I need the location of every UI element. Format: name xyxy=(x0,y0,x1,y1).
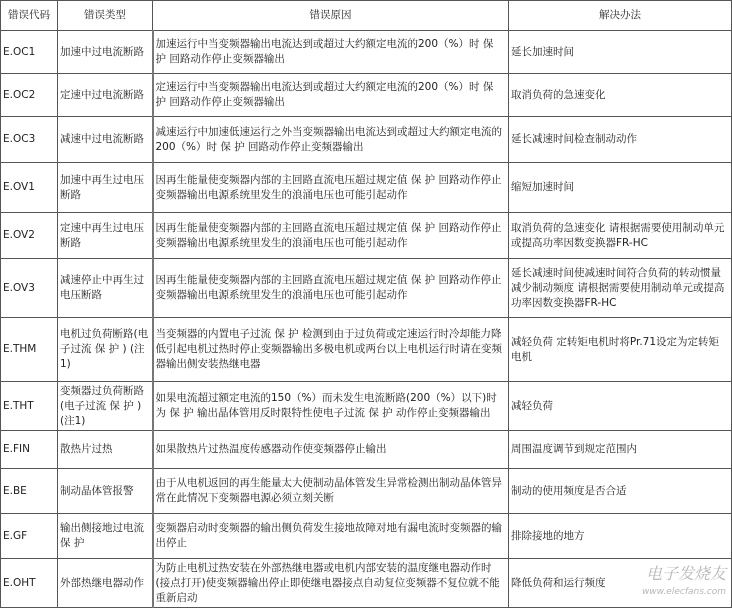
table-row xyxy=(1,74,732,117)
table-row xyxy=(1,259,732,318)
cell-error-type: 减速停止中再生过电压断路 xyxy=(58,259,153,318)
cell-error-cause: 减速运行中加速低速运行之外当变频器输出电流达到或超过大约额定电流的200（%）时 保 护 回路动作停止变频器输出 xyxy=(153,117,509,163)
cell-error-cause: 因再生能量使变频器内部的主回路直流电压超过规定值 保 护 回路动作停止变频器输出电源系统里发生的浪涌电压也可能引起动作 xyxy=(153,163,509,213)
header-error-code: 错误代码 xyxy=(1,1,58,31)
cell-error-type: 电机过负荷断路(电子过流 保 护 ) (注1) xyxy=(58,318,153,382)
cell-solution: 缩短加速时间 xyxy=(509,163,732,213)
cell-solution: 减轻负荷 xyxy=(509,382,732,431)
cell-error-cause: 为防止电机过热安装在外部热继电器或电机内部安装的温度继电器动作时(接点打开)使变频器输出停止即使继电器接点自动复位变频器不复位就不能重新启动 xyxy=(153,559,509,608)
cell-error-cause: 如果电流超过额定电流的150（%）而未发生电流断路(200（%）以下)时为 保 护 输出晶体管用反时限特性使电子过流 保 护 动作停止变频器输出 xyxy=(153,382,509,431)
cell-error-type: 外部热继电器动作 xyxy=(58,559,153,608)
cell-error-code: E.OC1 xyxy=(1,31,58,74)
header-row xyxy=(1,1,732,31)
table-row xyxy=(1,469,732,514)
cell-error-type: 变频器过负荷断路(电子过流 保 护 ) (注1) xyxy=(58,382,153,431)
cell-error-cause: 因再生能量使变频器内部的主回路直流电压超过规定值 保 护 回路动作停止变频器输出电源系统里发生的浪涌电压也可能引起动作 xyxy=(153,259,509,318)
watermark-brand: 电子发烧友 xyxy=(645,564,726,583)
cell-error-type: 加速中再生过电压断路 xyxy=(58,163,153,213)
cell-error-type: 减速中过电流断路 xyxy=(58,117,153,163)
cell-error-code: E.FIN xyxy=(1,431,58,469)
cell-solution: 取消负荷的急速变化 请根据需要使用制动单元或提高功率因数变换器FR-HC xyxy=(509,213,732,259)
cell-error-code: E.OC3 xyxy=(1,117,58,163)
cell-error-code: E.OHT xyxy=(1,559,58,608)
cell-error-code: E.OV2 xyxy=(1,213,58,259)
cell-solution: 取消负荷的急速变化 xyxy=(509,74,732,117)
cell-error-type: 散热片过热 xyxy=(58,431,153,469)
cell-error-code: E.BE xyxy=(1,469,58,514)
cell-error-cause: 变频器启动时变频器的输出侧负荷发生接地故障对地有漏电流时变频器的输出停止 xyxy=(153,514,509,559)
cell-error-cause: 如果散热片过热温度传感器动作使变频器停止输出 xyxy=(153,431,509,469)
cell-error-code: E.THM xyxy=(1,318,58,382)
cell-error-type: 加速中过电流断路 xyxy=(58,31,153,74)
cell-error-code: E.GF xyxy=(1,514,58,559)
table-row xyxy=(1,382,732,431)
header-error-cause: 错误原因 xyxy=(153,1,509,31)
cell-solution: 周围温度调节到规定范围内 xyxy=(509,431,732,469)
table-row xyxy=(1,117,732,163)
cell-solution: 延长加速时间 xyxy=(509,31,732,74)
cell-solution: 减轻负荷 定转矩电机时将Pr.71设定为定转矩电机 xyxy=(509,318,732,382)
cell-error-code: E.THT xyxy=(1,382,58,431)
cell-error-cause: 由于从电机返回的再生能量太大使制动晶体管发生异常检测出制动晶体管异常在此情况下变频器电源必须立刻关断 xyxy=(153,469,509,514)
cell-error-code: E.OV1 xyxy=(1,163,58,213)
watermark-url: www.elecfans.com xyxy=(641,587,726,597)
cell-error-code: E.OV3 xyxy=(1,259,58,318)
cell-error-cause: 加速运行中当变频器输出电流达到或超过大约额定电流的200（%）时 保 护 回路动作停止变频器输出 xyxy=(153,31,509,74)
cell-solution: 延长减速时间检查制动动作 xyxy=(509,117,732,163)
cell-error-type: 定速中过电流断路 xyxy=(58,74,153,117)
table-row xyxy=(1,514,732,559)
cell-solution: 排除接地的地方 xyxy=(509,514,732,559)
table-row xyxy=(1,431,732,469)
table-row xyxy=(1,163,732,213)
cell-error-cause: 因再生能量使变频器内部的主回路直流电压超过规定值 保 护 回路动作停止变频器输出电源系统里发生的浪涌电压也可能引起动作 xyxy=(153,213,509,259)
table-row xyxy=(1,559,732,608)
header-solution: 解决办法 xyxy=(509,1,732,31)
cell-solution: 制动的使用频度是否合适 xyxy=(509,469,732,514)
cell-error-type: 制动晶体管报警 xyxy=(58,469,153,514)
table-row xyxy=(1,31,732,74)
table-row xyxy=(1,318,732,382)
table-row xyxy=(1,213,732,259)
cell-error-type: 定速中再生过电压断路 xyxy=(58,213,153,259)
cell-error-cause: 当变频器的内置电子过流 保 护 检测到由于过负荷或定速运行时冷却能力降低引起电机过热时停止变频器输出多极电机或两台以上电机运行时请在变频器输出侧安装热继电器 xyxy=(153,318,509,382)
cell-error-cause: 定速运行中当变频器输出电流达到或超过大约额定电流的200（%）时 保 护 回路动作停止变频器输出 xyxy=(153,74,509,117)
cell-error-code: E.OC2 xyxy=(1,74,58,117)
header-error-type: 错误类型 xyxy=(58,1,153,31)
cell-solution: 延长减速时间使减速时间符合负荷的转动惯量 减少制动频度 请根据需要使用制动单元或提高功率因数变换器FR-HC xyxy=(509,259,732,318)
cell-error-type: 输出侧接地过电流 保 护 xyxy=(58,514,153,559)
cell-solution: 降低负荷和运行频度 xyxy=(509,559,732,608)
